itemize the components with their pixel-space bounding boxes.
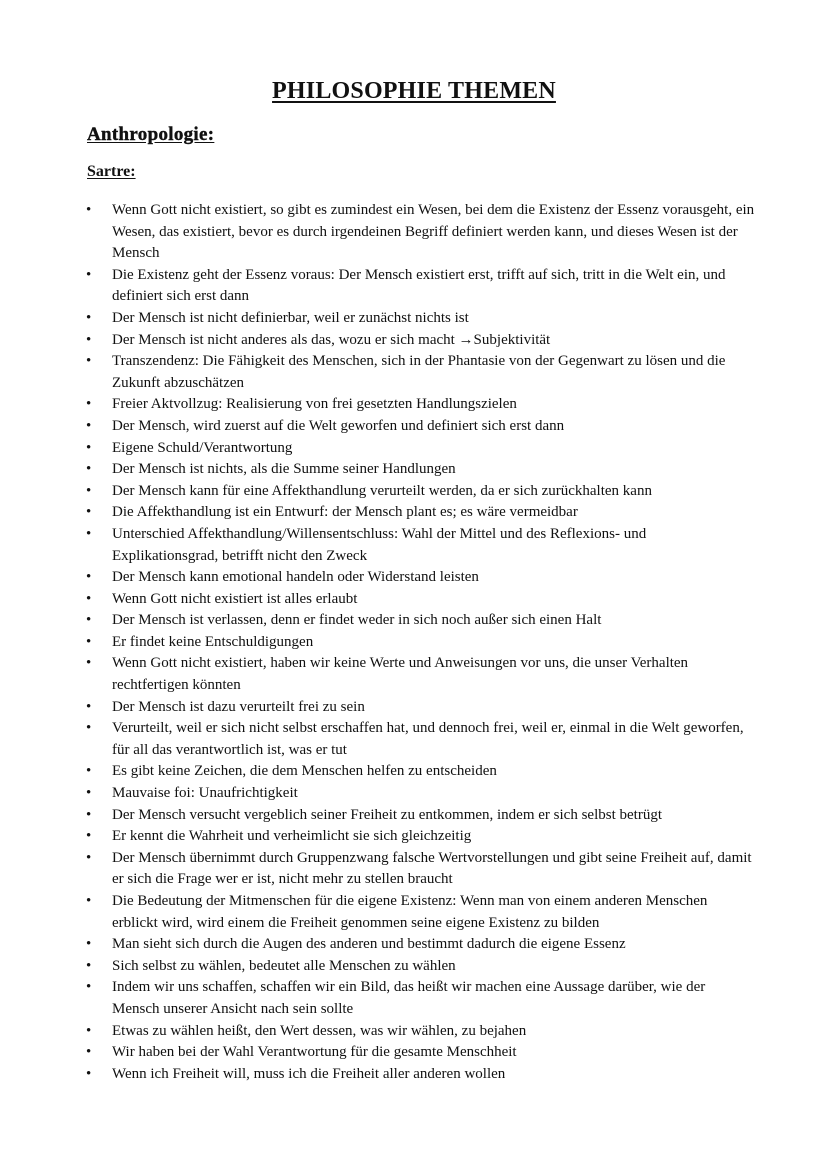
list-item	[85, 351, 755, 394]
list-item	[85, 826, 755, 848]
list-item-text: Wenn Gott nicht existiert, haben wir keine Werte und Anweisungen vor uns, die unser Verhalten rechtfertigen könnten	[112, 655, 689, 694]
sub-heading-sartre: Sartre:	[87, 163, 136, 180]
bullet-dot-icon: •	[86, 309, 92, 326]
list-item	[85, 265, 755, 308]
list-item	[85, 632, 755, 654]
bullet-dot-icon: •	[86, 482, 92, 499]
list-item-text: Er findet keine Entschuldigungen	[112, 633, 314, 650]
bullet-dot-icon: •	[86, 785, 92, 802]
bullet-dot-icon: •	[86, 202, 92, 218]
list-item-text: Der Mensch kann für eine Affekthandlung verurteilt werden, da er sich zurückhalten kann	[112, 482, 652, 499]
bullet-dot-icon: •	[86, 439, 92, 456]
list-item-text: Indem wir uns schaffen, schaffen wir ein Bild, das heißt wir machen eine Aussage darüber, wie der Mensch unserer Ansicht nach sein sollte	[112, 979, 706, 1017]
list-item	[85, 848, 755, 891]
list-item-text: Etwas zu wählen heißt, den Wert dessen, was wir wählen, zu bejahen	[112, 1022, 527, 1039]
list-item	[85, 718, 755, 761]
list-item-text: Der Mensch versucht vergeblich seiner Freiheit zu entkommen, indem er sich selbst betrügt	[112, 806, 662, 823]
list-item-text: Der Mensch übernimmt durch Gruppenzwang falsche Wertvorstellungen und gibt seine Freiheit auf, damit er sich die Frage wer er ist, nicht mehr zu stellen braucht	[112, 849, 752, 888]
list-item-text: Die Bedeutung der Mitmenschen für die eigene Existenz: Wenn man von einem anderen Menschen erblickt wird, wird einem die Freiheit genommen seine eigene Existenz zu bilden	[112, 893, 708, 931]
bullet-dot-icon: •	[86, 828, 92, 845]
bullet-dot-icon: •	[86, 806, 92, 823]
bullet-dot-icon: •	[86, 612, 92, 629]
list-item	[85, 481, 755, 503]
list-item-text: Man sieht sich durch die Augen des anderen und bestimmt dadurch die eigene Essenz	[112, 936, 626, 953]
bullet-dot-icon: •	[86, 569, 92, 586]
bullet-dot-icon: •	[86, 633, 92, 650]
bullet-dot-icon: •	[86, 1022, 92, 1039]
list-item-text: Die Existenz geht der Essenz voraus: Der Mensch existiert erst, trifft auf sich, tritt in die Welt ein, und definiert sich erst dann	[112, 266, 726, 305]
list-item-text: Unterschied Affekthandlung/Willensentschluss: Wahl der Mittel und des Reflexions- und Explikationsgrad, betrifft nicht den Zweck	[112, 525, 647, 564]
bullet-dot-icon: •	[86, 504, 92, 521]
list-item	[85, 761, 755, 783]
list-item-text: Freier Aktvollzug: Realisierung von frei gesetzten Handlungszielen	[112, 396, 517, 413]
bullet-dot-icon: •	[86, 936, 92, 953]
bullet-dot-icon: •	[86, 1044, 92, 1061]
bullet-dot-icon: •	[86, 353, 92, 370]
bullet-dot-icon: •	[86, 590, 92, 607]
list-item	[85, 1021, 755, 1043]
bullet-dot-icon: •	[86, 1065, 92, 1082]
bullet-list	[85, 200, 755, 1085]
list-item	[85, 934, 755, 956]
list-item	[85, 416, 755, 438]
list-item	[85, 610, 755, 632]
list-item	[85, 394, 755, 416]
bullet-dot-icon: •	[86, 893, 92, 909]
document-title: PHILOSOPHIE THEMEN	[272, 78, 556, 104]
bullet-dot-icon: •	[86, 957, 92, 974]
list-item-text: Der Mensch ist verlassen, denn er findet weder in sich noch außer sich einen Halt	[112, 612, 602, 629]
list-item	[85, 567, 755, 589]
list-item-text: Verurteilt, weil er sich nicht selbst erschaffen hat, und dennoch frei, weil er, einmal in die Welt geworfen, für all das verantwortlich ist, was er tut	[112, 720, 744, 758]
bullet-dot-icon: •	[86, 417, 92, 434]
list-item	[85, 524, 755, 567]
list-item	[85, 805, 755, 827]
list-item-text: Der Mensch ist nichts, als die Summe seiner Handlungen	[112, 461, 456, 478]
list-item	[85, 977, 755, 1020]
section-heading-anthropologie: Anthropologie:	[87, 124, 215, 145]
list-item-text: Mauvaise foi: Unaufrichtigkeit	[112, 785, 298, 802]
list-item-text: Der Mensch, wird zuerst auf die Welt geworfen und definiert sich erst dann	[112, 417, 565, 434]
list-item	[85, 200, 755, 265]
list-item	[85, 459, 755, 481]
list-item-text: Eigene Schuld/Verantwortung	[112, 439, 293, 456]
bullet-dot-icon: •	[86, 331, 92, 348]
list-item-text: Es gibt keine Zeichen, die dem Menschen helfen zu entscheiden	[112, 763, 497, 780]
list-item	[85, 697, 755, 719]
bullet-dot-icon: •	[86, 763, 92, 780]
list-item-text: Der Mensch kann emotional handeln oder Widerstand leisten	[112, 569, 479, 586]
list-item-text: Er kennt die Wahrheit und verheimlicht sie sich gleichzeitig	[112, 828, 472, 845]
list-item-text: Transzendenz: Die Fähigkeit des Menschen, sich in der Phantasie von der Gegenwart zu lösen und die Zukunft abzuschätzen	[112, 353, 726, 391]
list-item	[85, 783, 755, 805]
list-item	[85, 653, 755, 696]
list-item-text: Wenn ich Freiheit will, muss ich die Freiheit aller anderen wollen	[112, 1065, 506, 1082]
list-item	[85, 308, 755, 330]
bullet-dot-icon: •	[86, 979, 92, 996]
list-item	[85, 956, 755, 978]
list-item-text: Die Affekthandlung ist ein Entwurf: der Mensch plant es; es wäre vermeidbar	[112, 504, 578, 521]
list-item-text: Wir haben bei der Wahl Verantwortung für die gesamte Menschheit	[112, 1044, 517, 1061]
list-item	[85, 330, 755, 352]
list-item	[85, 1042, 755, 1064]
bullet-dot-icon: •	[86, 461, 92, 478]
bullet-dot-icon: •	[86, 525, 92, 542]
list-item	[85, 502, 755, 524]
bullet-dot-icon: •	[86, 396, 92, 413]
list-item-text: Der Mensch ist dazu verurteilt frei zu sein	[112, 698, 365, 715]
bullet-dot-icon: •	[86, 849, 92, 866]
list-item-text: Wenn Gott nicht existiert, so gibt es zumindest ein Wesen, bei dem die Existenz der Essenz vorausgeht, ein Wesen, das existiert, bevor es durch irgendeinen Begriff definiert werden kann, und dieses Wesen ist der Mensch	[112, 202, 755, 262]
bullet-dot-icon: •	[86, 655, 92, 672]
list-item-text: Der Mensch ist nicht anderes als das, wozu er sich macht →Subjektivität	[112, 331, 551, 348]
list-item	[85, 891, 755, 934]
bullet-dot-icon: •	[86, 698, 92, 715]
list-item	[85, 438, 755, 460]
bullet-dot-icon: •	[86, 720, 92, 737]
bullet-dot-icon: •	[86, 266, 92, 283]
list-item-text: Der Mensch ist nicht definierbar, weil er zunächst nichts ist	[112, 309, 469, 326]
list-item-text: Sich selbst zu wählen, bedeutet alle Menschen zu wählen	[112, 957, 456, 974]
list-item	[85, 589, 755, 611]
list-item-text: Wenn Gott nicht existiert ist alles erlaubt	[112, 590, 358, 607]
list-item	[85, 1064, 755, 1086]
